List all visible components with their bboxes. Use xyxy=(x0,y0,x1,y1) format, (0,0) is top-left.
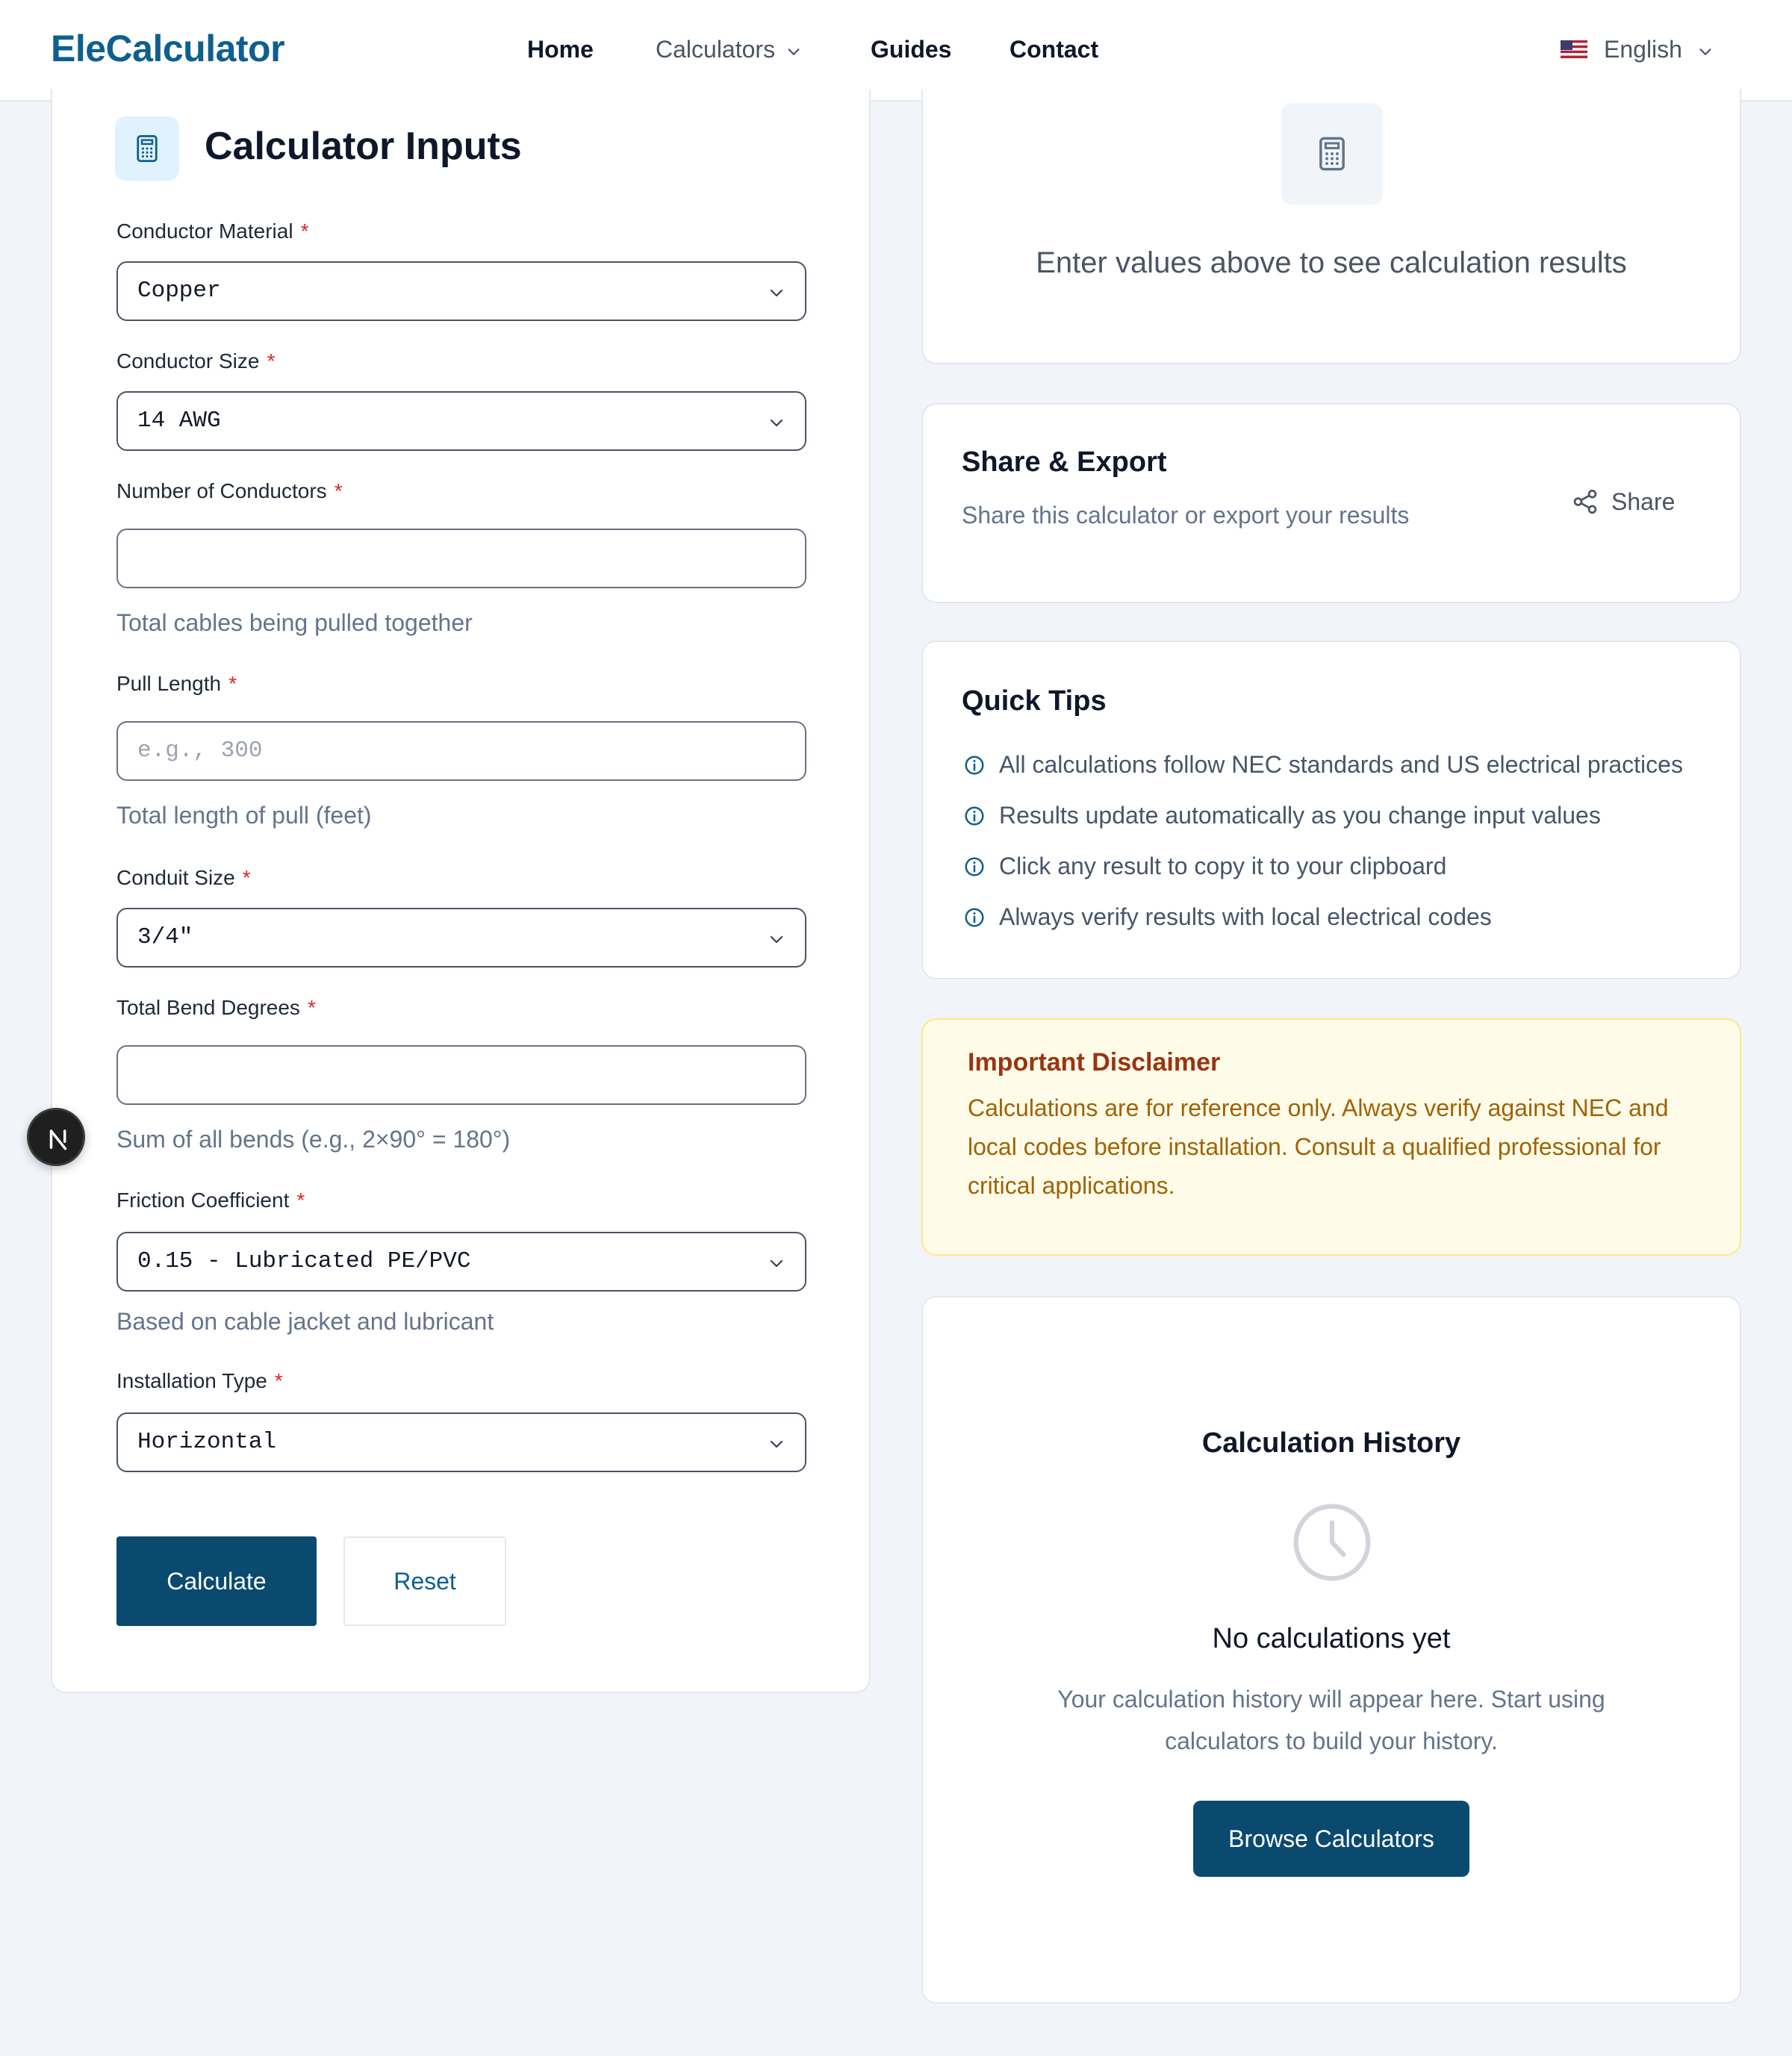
share-export-subtitle: Share this calculator or export your results xyxy=(962,502,1410,529)
reset-button[interactable]: Reset xyxy=(343,1536,506,1626)
chevron-down-icon xyxy=(1697,43,1714,60)
conductor-material-label-text: Conductor Material xyxy=(116,219,293,243)
pull-length-label xyxy=(116,672,237,696)
bend-degrees-label-text: Total Bend Degrees xyxy=(116,996,300,1019)
chevron-down-icon xyxy=(768,284,785,302)
nav-guides[interactable]: Guides xyxy=(871,36,952,63)
chevron-down-icon xyxy=(785,43,802,60)
installation-select[interactable] xyxy=(116,1412,806,1472)
friction-label-text: Friction Coefficient xyxy=(116,1189,290,1212)
pull-length-help: Total length of pull (feet) xyxy=(116,802,372,829)
conductor-size-label-text: Conductor Size xyxy=(116,349,260,373)
browse-calculators-button[interactable]: Browse Calculators xyxy=(1193,1801,1469,1877)
bend-degrees-help: Sum of all bends (e.g., 2×90° = 180°) xyxy=(116,1126,511,1153)
chevron-down-icon xyxy=(768,1254,785,1272)
calculator-inputs-title: Calculator Inputs xyxy=(205,125,522,168)
conductor-size-value: 14 AWG xyxy=(137,408,221,434)
history-empty-text xyxy=(921,1678,1741,1762)
language-label: English xyxy=(1604,36,1682,63)
tip-item xyxy=(963,802,1601,829)
results-calculator-icon-badge xyxy=(1281,103,1383,205)
results-empty-text: Enter values above to see calculation results xyxy=(1036,246,1627,279)
tip-item xyxy=(963,853,1446,880)
tip-item xyxy=(963,751,1683,779)
quick-tips-title: Quick Tips xyxy=(962,685,1107,717)
friction-label xyxy=(116,1189,305,1212)
clock-icon xyxy=(1289,1499,1375,1586)
conduit-size-label xyxy=(116,866,251,890)
share-button[interactable] xyxy=(1571,484,1675,520)
share-button-label: Share xyxy=(1611,488,1676,515)
required-marker: * xyxy=(242,866,251,889)
pull-length-placeholder: e.g., 300 xyxy=(137,738,263,764)
share-export-title: Share & Export xyxy=(962,446,1167,478)
required-marker: * xyxy=(307,996,316,1019)
installation-label-text: Installation Type xyxy=(116,1369,267,1392)
conductor-size-label xyxy=(116,349,275,373)
num-conductors-label xyxy=(116,479,343,503)
disclaimer-text: Calculations are for reference only. Always verify against NEC and local codes before installation. Consult a qualified professional for critical applications. xyxy=(968,1094,1669,1199)
nextjs-n-icon xyxy=(44,1125,72,1153)
nav-home[interactable]: Home xyxy=(527,36,594,63)
nav-calculators[interactable] xyxy=(656,33,802,66)
friction-select[interactable] xyxy=(116,1232,806,1292)
friction-help: Based on cable jacket and lubricant xyxy=(116,1308,494,1335)
required-marker: * xyxy=(334,479,343,502)
us-flag-icon xyxy=(1561,40,1587,58)
friction-value: 0.15 - Lubricated PE/PVC xyxy=(137,1248,471,1274)
info-icon xyxy=(963,754,986,776)
nav-contact[interactable]: Contact xyxy=(1009,36,1099,63)
calculator-icon xyxy=(1313,133,1351,175)
required-marker: * xyxy=(274,1369,283,1392)
conductor-material-label xyxy=(116,219,308,243)
site-header xyxy=(0,0,1792,102)
conduit-size-value: 3/4" xyxy=(137,924,193,950)
chevron-down-icon xyxy=(768,930,785,948)
calculation-history-title: Calculation History xyxy=(1201,1427,1461,1459)
main-nav xyxy=(0,33,1792,66)
chevron-down-icon xyxy=(768,414,785,432)
disclaimer-title: Important Disclaimer xyxy=(968,1048,1221,1077)
installation-value: Horizontal xyxy=(137,1429,277,1455)
calculator-icon xyxy=(131,133,163,164)
language-selector[interactable] xyxy=(1561,33,1714,66)
tip-text: Always verify results with local electrical codes xyxy=(999,903,1492,930)
chevron-down-icon xyxy=(768,1435,785,1453)
info-icon xyxy=(963,856,986,878)
conduit-size-label-text: Conduit Size xyxy=(116,866,235,889)
history-empty-title: No calculations yet xyxy=(1212,1623,1451,1654)
info-icon xyxy=(963,906,986,929)
bend-degrees-input[interactable] xyxy=(116,1045,806,1105)
pull-length-label-text: Pull Length xyxy=(116,672,222,695)
required-marker: * xyxy=(300,219,309,243)
conductor-size-select[interactable] xyxy=(116,391,806,451)
calculator-icon-badge xyxy=(115,116,179,181)
history-empty-text-body: Your calculation history will appear here. Start using calculators to build your history. xyxy=(1057,1686,1605,1754)
nextjs-dev-badge[interactable] xyxy=(27,1108,85,1166)
nav-calculators-label: Calculators xyxy=(656,36,776,63)
conduit-size-select[interactable] xyxy=(116,908,806,968)
info-icon xyxy=(963,805,986,827)
calculate-button[interactable]: Calculate xyxy=(116,1536,317,1626)
pull-length-input[interactable] xyxy=(116,721,806,781)
site-logo[interactable]: EleCalculator xyxy=(51,28,285,69)
tip-text: Results update automatically as you change input values xyxy=(999,802,1601,829)
required-marker: * xyxy=(228,672,237,695)
share-icon xyxy=(1571,487,1599,516)
num-conductors-input[interactable] xyxy=(116,529,806,588)
tip-item xyxy=(963,903,1492,931)
required-marker: * xyxy=(296,1189,305,1212)
bend-degrees-label xyxy=(116,996,316,1020)
tip-text: All calculations follow NEC standards and US electrical practices xyxy=(999,751,1683,778)
num-conductors-label-text: Number of Conductors xyxy=(116,479,327,502)
num-conductors-help: Total cables being pulled together xyxy=(116,609,473,636)
required-marker: * xyxy=(267,349,276,373)
conductor-material-value: Copper xyxy=(137,278,221,304)
tip-text: Click any result to copy it to your clipboard xyxy=(999,853,1447,879)
installation-label xyxy=(116,1369,283,1393)
conductor-material-select[interactable] xyxy=(116,261,806,321)
